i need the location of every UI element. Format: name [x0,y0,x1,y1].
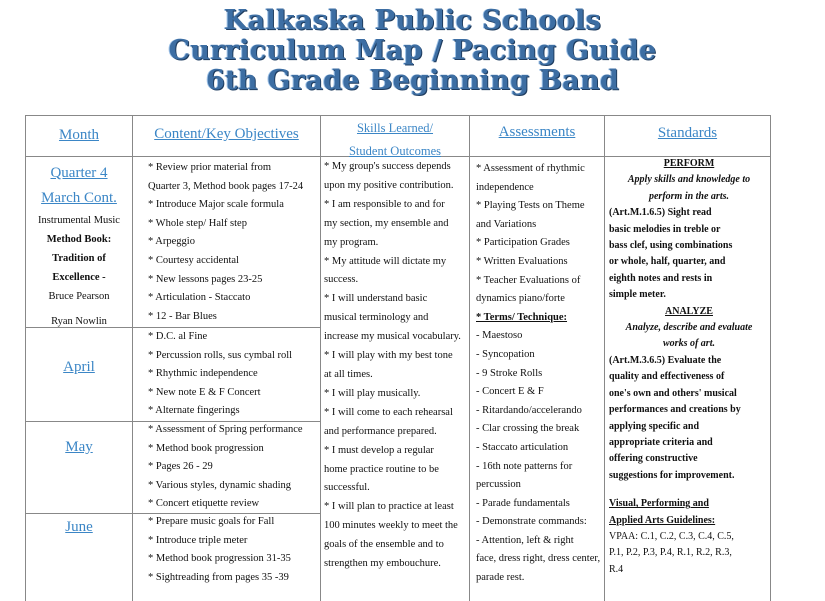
subject-label: Instrumental Music [38,215,120,226]
skills-line: * I am responsible to and for [324,198,445,210]
skills-line: * I must develop a regular [324,444,434,456]
perform-standard: basic melodies in treble or [609,223,721,235]
content-item: * New lessons pages 23-25 [148,273,263,285]
skills-line: success. [324,274,359,286]
perform-standard: simple meter. [609,289,666,301]
term-line: - Ritardando/accelerando [476,404,582,416]
skills-line: my program. [324,236,379,248]
content-item: Quarter 3, Method book pages 17-24 [148,180,304,192]
method-book-title-2: Excellence - [52,272,106,283]
content-item: * Various styles, dynamic shading [148,479,292,491]
content-item: * New note E & F Concert [148,386,261,398]
term-line: - Syncopation [476,348,535,360]
perform-standard: eighth notes and rests in [609,272,713,284]
content-item: * 12 - Bar Blues [148,310,217,322]
perform-description-1: Apply skills and knowledge to [627,174,751,186]
skills-line: * My group's success depends [324,161,451,172]
term-line: - Concert E & F [476,386,544,398]
skills-line: * My attitude will dictate my [324,255,447,267]
header-skills-line2: Student Outcomes [348,144,441,158]
analyze-standard: performances and creations by [609,404,741,416]
curriculum-table [25,115,771,601]
analyze-description-2: works of art. [663,338,715,350]
skills-line: home practice routine to be [324,463,439,475]
skills-list [324,158,461,574]
term-line: face, dress right, dress center, [476,553,601,565]
term-line: - Staccato articulation [476,441,569,453]
document-title [0,6,825,96]
guidelines-heading-1: Visual, Performing and [609,498,709,510]
term-line: parade rest. [476,572,525,584]
vpaa-line: VPAA: C.1, C.2, C.3, C.4, C.5, [609,530,734,542]
content-item: * Introduce Major scale formula [148,199,284,211]
term-line: - 16th note patterns for [476,460,573,472]
term-line: - Maestoso [476,330,523,342]
month-april: April [63,359,95,375]
terms-heading: * Terms/ Technique: [476,311,568,323]
content-item: * Method book progression 31-35 [148,553,291,565]
author-pearson: Bruce Pearson [48,291,110,302]
header-assessments: Assessments [498,124,576,140]
author-nowlin: Ryan Nowlin [51,316,107,327]
header-skills-line1: Skills Learned/ [356,121,434,135]
assessments-list [476,160,600,588]
assessment-line: * Teacher Evaluations of [476,274,581,286]
skills-line: goals of the ensemble and to [324,539,444,551]
content-item: * Percussion rolls, sus cymbal roll [148,349,293,361]
content-item: * Concert etiquette review [148,498,260,510]
perform-standard: bass clef, using combinations [609,240,733,252]
content-item: * Courtesy accidental [148,254,239,266]
skills-line: 100 minutes weekly to meet the [324,520,458,532]
perform-heading: PERFORM [663,158,715,169]
analyze-standard: one's own and others' musical [609,387,737,399]
perform-standard: or whole, half, quarter, and [609,256,726,268]
term-line: - Clar crossing the break [476,423,580,435]
term-line: - Attention, left & right [476,534,574,546]
skills-line: * I will plan to practice at least [324,501,454,513]
assessment-line: * Participation Grades [476,237,570,249]
analyze-standard: appropriate criteria and [609,436,713,448]
standards-spacer [609,484,769,496]
month-cell-quarter4 [26,161,132,331]
skills-line: my section, my ensemble and [324,217,449,229]
content-may [148,421,303,514]
perform-standard: (Art.M.1.6.5) Sight read [609,207,712,219]
vpaa-line: P.1, P.2, P.3, P.4, R.1, R.2, R.3, [609,547,732,559]
content-item: * Review prior material from [148,162,272,173]
content-item: * Sightreading from pages 35 -39 [148,571,289,583]
header-content: Content/Key Objectives [154,126,299,142]
skills-line: successful. [324,482,370,494]
content-item: * Arpeggio [148,236,195,248]
guidelines-heading-2: Applied Arts Guidelines: [609,514,716,526]
content-item: * Pages 26 - 29 [148,461,213,473]
content-item: * Introduce triple meter [148,534,248,546]
assessment-line: * Assessment of rhythmic [476,163,585,174]
title-line-school: Kalkaska Public Schools [223,5,602,36]
skills-line: * I will play musically. [324,387,421,399]
title-line-guide: Curriculum Map / Pacing Guide [168,35,657,66]
header-skills [321,117,469,163]
content-item: * Alternate fingerings [148,405,240,417]
header-standards: Standards [657,125,718,141]
skills-line: strengthen my embouchure. [324,558,441,570]
skills-line: upon my positive contribution. [324,179,454,191]
term-line: - Demonstrate commands: [476,516,587,528]
assessment-line: * Written Evaluations [476,255,568,267]
analyze-standard: applying specific and [609,420,700,432]
assessment-line: independence [476,181,534,193]
content-item: * Articulation - Staccato [148,292,251,304]
perform-description-2: perform in the arts. [648,190,729,202]
content-item: * Prepare music goals for Fall [148,516,275,527]
analyze-standard: suggestions for improvement. [609,469,735,481]
month-march-cont: March Cont. [41,190,117,206]
analyze-heading: ANALYZE [665,305,713,317]
assessment-line: and Variations [476,218,537,230]
month-may: May [65,439,93,455]
method-book-label: Method Book: [46,234,112,245]
skills-line: * I will understand basic [324,293,428,305]
content-item: * Method book progression [148,442,264,454]
content-quarter4 [148,159,303,326]
term-line: - 9 Stroke Rolls [476,367,543,379]
analyze-standard: quality and effectiveness of [609,371,725,383]
header-month: Month [58,127,99,143]
analyze-description-1: Analyze, describe and evaluate [625,322,753,334]
assessment-line: dynamics piano/forte [476,293,565,305]
method-book-title-1: Tradition of [52,253,106,264]
assessment-line: * Playing Tests on Theme [476,200,585,212]
skills-line: * I will come to each rehearsal [324,406,453,418]
skills-line: and performance prepared. [324,425,437,437]
analyze-standard: offering constructive [609,453,698,465]
term-line: percussion [476,479,521,491]
skills-line: at all times. [324,368,373,380]
content-item: * D.C. al Fine [148,331,208,342]
content-april [148,328,292,421]
title-line-course: 6th Grade Beginning Band [205,65,620,96]
content-item: * Whole step/ Half step [148,217,247,229]
content-item: * Assessment of Spring performance [148,424,303,435]
analyze-standard: (Art.M.3.6.5) Evaluate the [609,354,722,366]
month-quarter4: Quarter 4 [50,165,108,181]
skills-line: musical terminology and [324,312,429,324]
vpaa-line: R.4 [609,563,624,575]
content-item: * Rhythmic independence [148,368,258,380]
term-line: - Parade fundamentals [476,497,570,509]
month-june: June [65,519,93,535]
skills-line: * I will play with my best tone [324,350,453,362]
skills-line: increase my musical vocabulary. [324,331,461,343]
standards-list [609,156,769,578]
content-june [148,513,291,587]
